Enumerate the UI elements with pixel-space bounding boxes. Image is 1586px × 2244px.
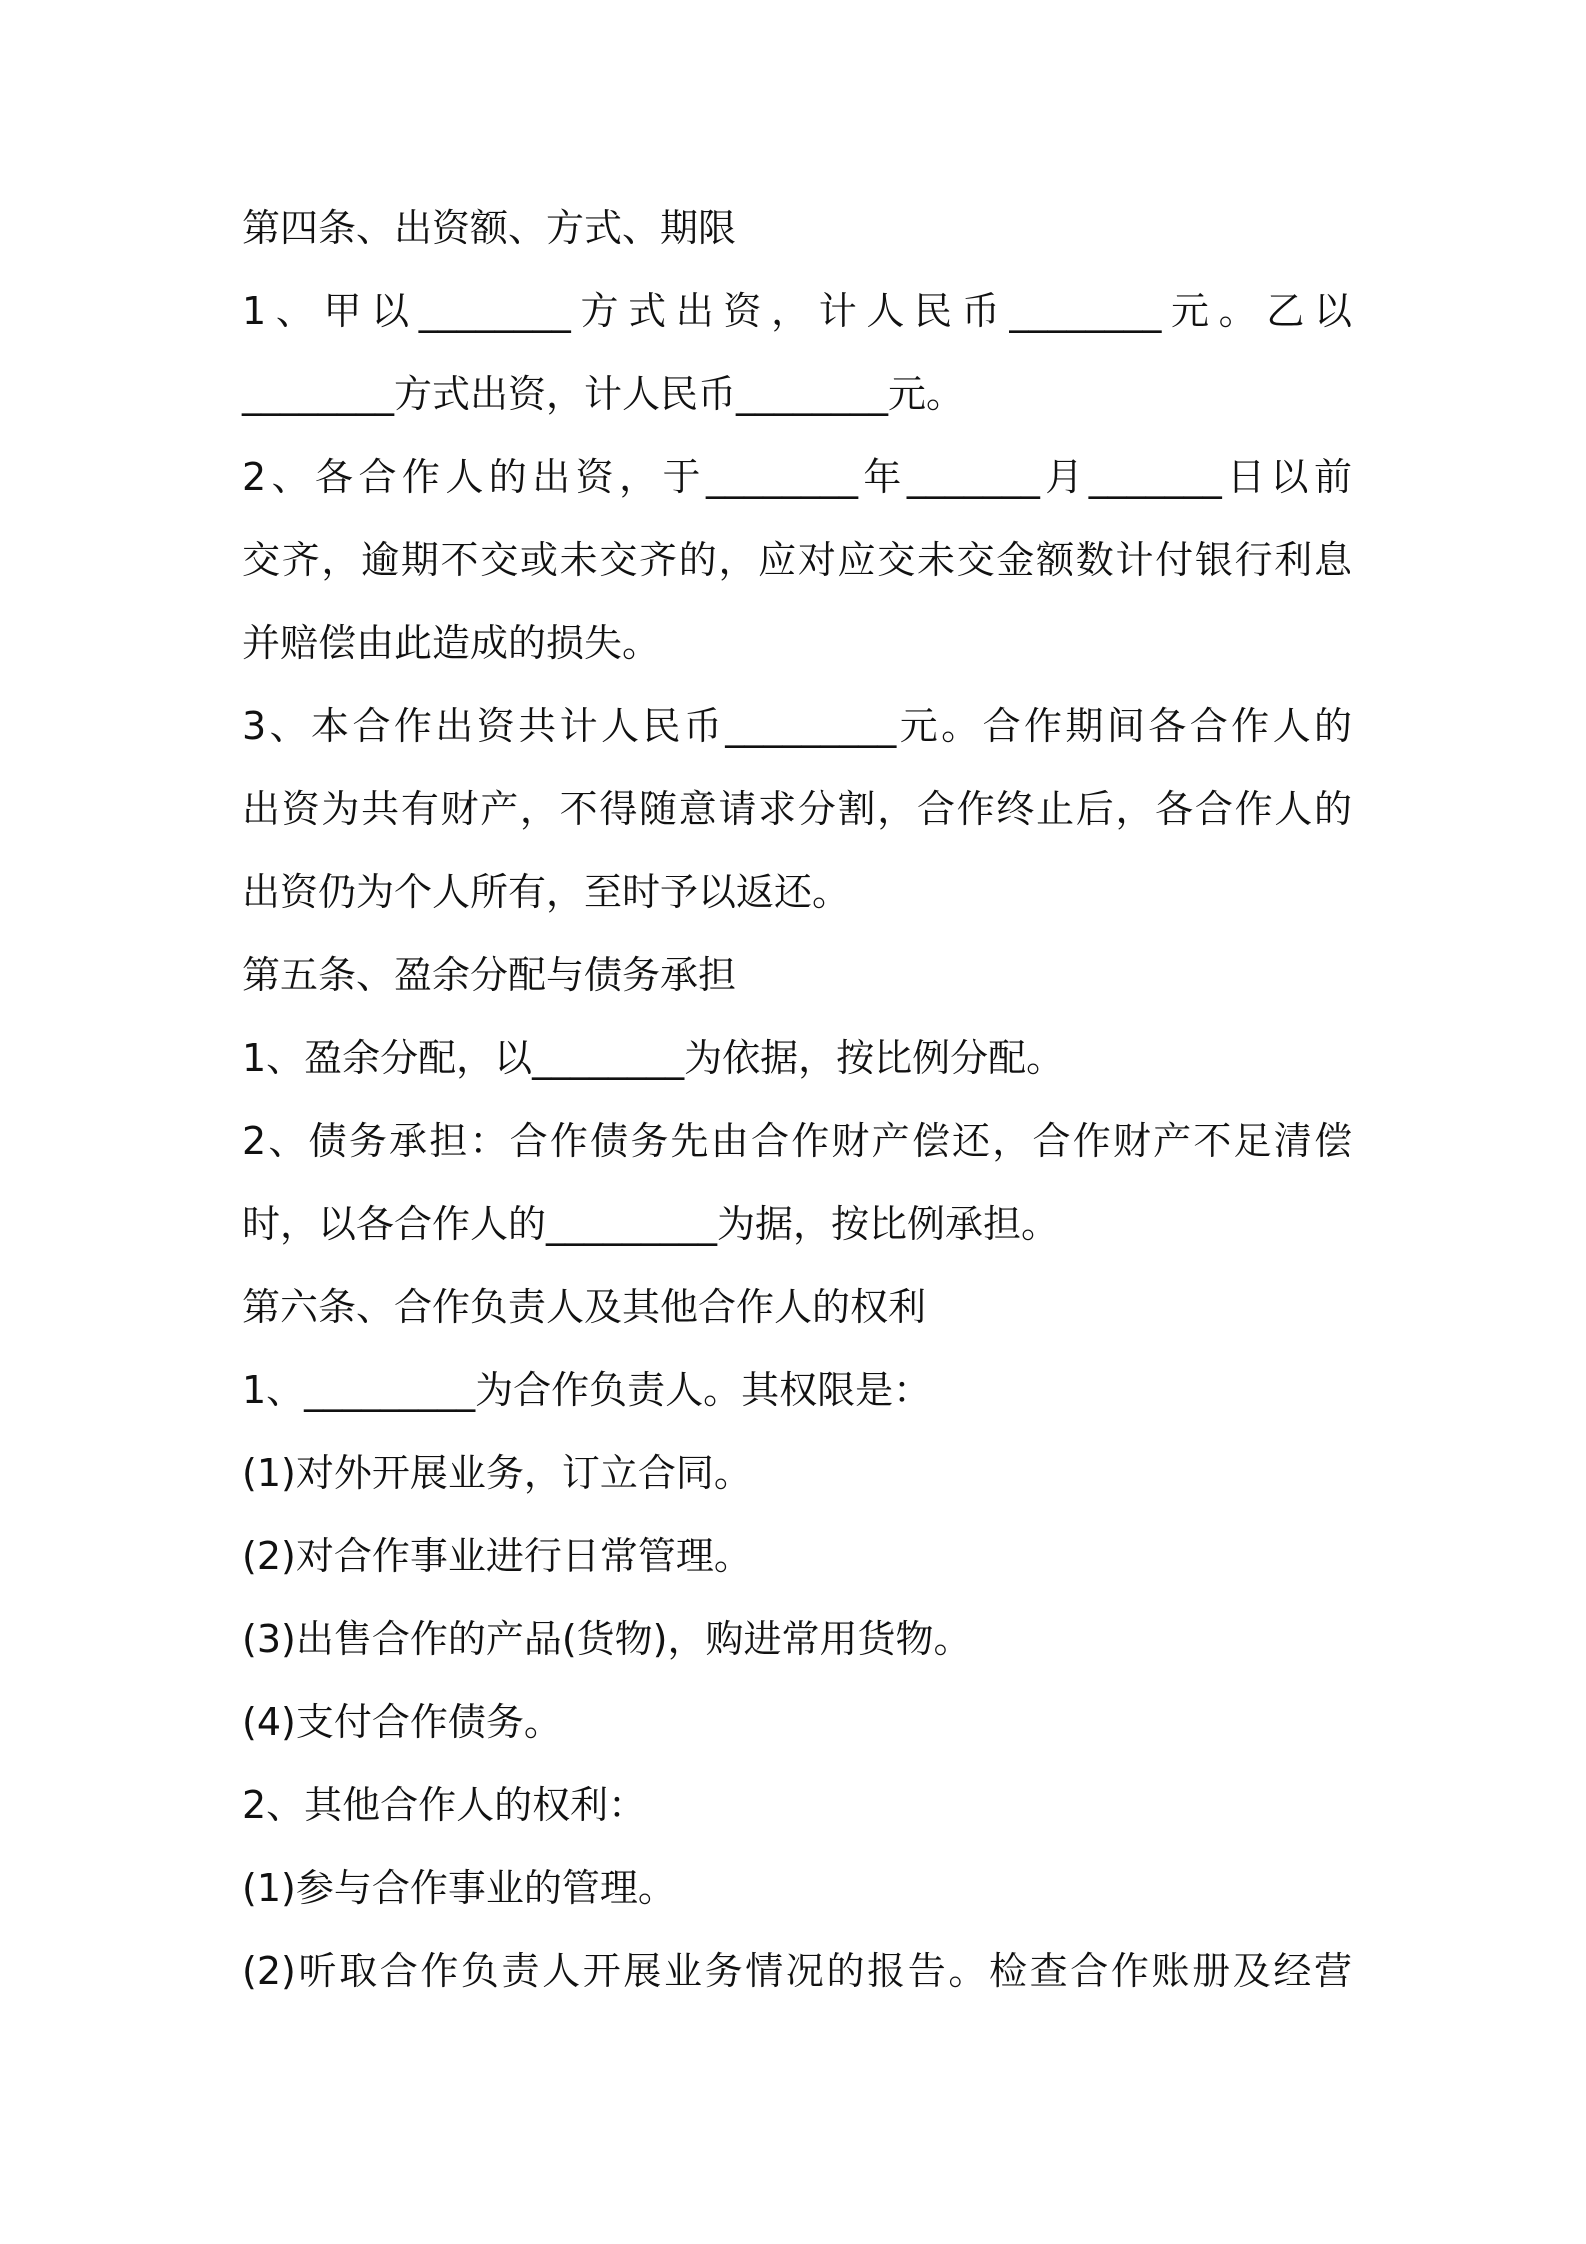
list-item: (2)听取合作负责人开展业务情况的报告。检查合作账册及经营 bbox=[242, 1949, 1352, 1993]
list-item: (4)支付合作债务。 bbox=[242, 1700, 562, 1744]
paragraph-line: 2、债务承担：合作债务先由合作财产偿还，合作财产不足清偿 bbox=[242, 1119, 1352, 1163]
list-item: (1)参与合作事业的管理。 bbox=[242, 1866, 676, 1910]
article-6-heading: 第六条、合作负责人及其他合作人的权利 bbox=[242, 1285, 927, 1329]
list-item: (1)对外开展业务，订立合同。 bbox=[242, 1451, 752, 1495]
paragraph-line: 1、甲以________方式出资，计人民币________元。乙以 bbox=[242, 289, 1352, 333]
paragraph-line: 1、盈余分配，以________为依据，按比例分配。 bbox=[242, 1036, 1065, 1080]
article-4-heading: 第四条、出资额、方式、期限 bbox=[242, 206, 737, 250]
paragraph-line: 3、本合作出资共计人民币_________元。合作期间各合作人的 bbox=[242, 704, 1352, 748]
paragraph-line: 交齐，逾期不交或未交齐的，应对应交未交金额数计付银行利息 bbox=[242, 538, 1352, 582]
paragraph-line: 出资仍为个人所有，至时予以返还。 bbox=[242, 870, 851, 914]
paragraph-line: 1、_________为合作负责人。其权限是： bbox=[242, 1368, 932, 1412]
paragraph-line: 出资为共有财产，不得随意请求分割，合作终止后，各合作人的 bbox=[242, 787, 1352, 831]
article-5-heading: 第五条、盈余分配与债务承担 bbox=[242, 953, 737, 997]
list-item: (2)对合作事业进行日常管理。 bbox=[242, 1534, 752, 1578]
paragraph-line: 2、其他合作人的权利： bbox=[242, 1783, 647, 1827]
list-item: (3)出售合作的产品(货物)，购进常用货物。 bbox=[242, 1617, 972, 1661]
paragraph-line: 时，以各合作人的_________为据，按比例承担。 bbox=[242, 1202, 1060, 1246]
paragraph-line: 2、各合作人的出资，于________年_______月_______日以前 bbox=[242, 455, 1352, 499]
paragraph-line: 并赔偿由此造成的损失。 bbox=[242, 621, 661, 665]
paragraph-line: ________方式出资，计人民币________元。 bbox=[242, 372, 965, 416]
